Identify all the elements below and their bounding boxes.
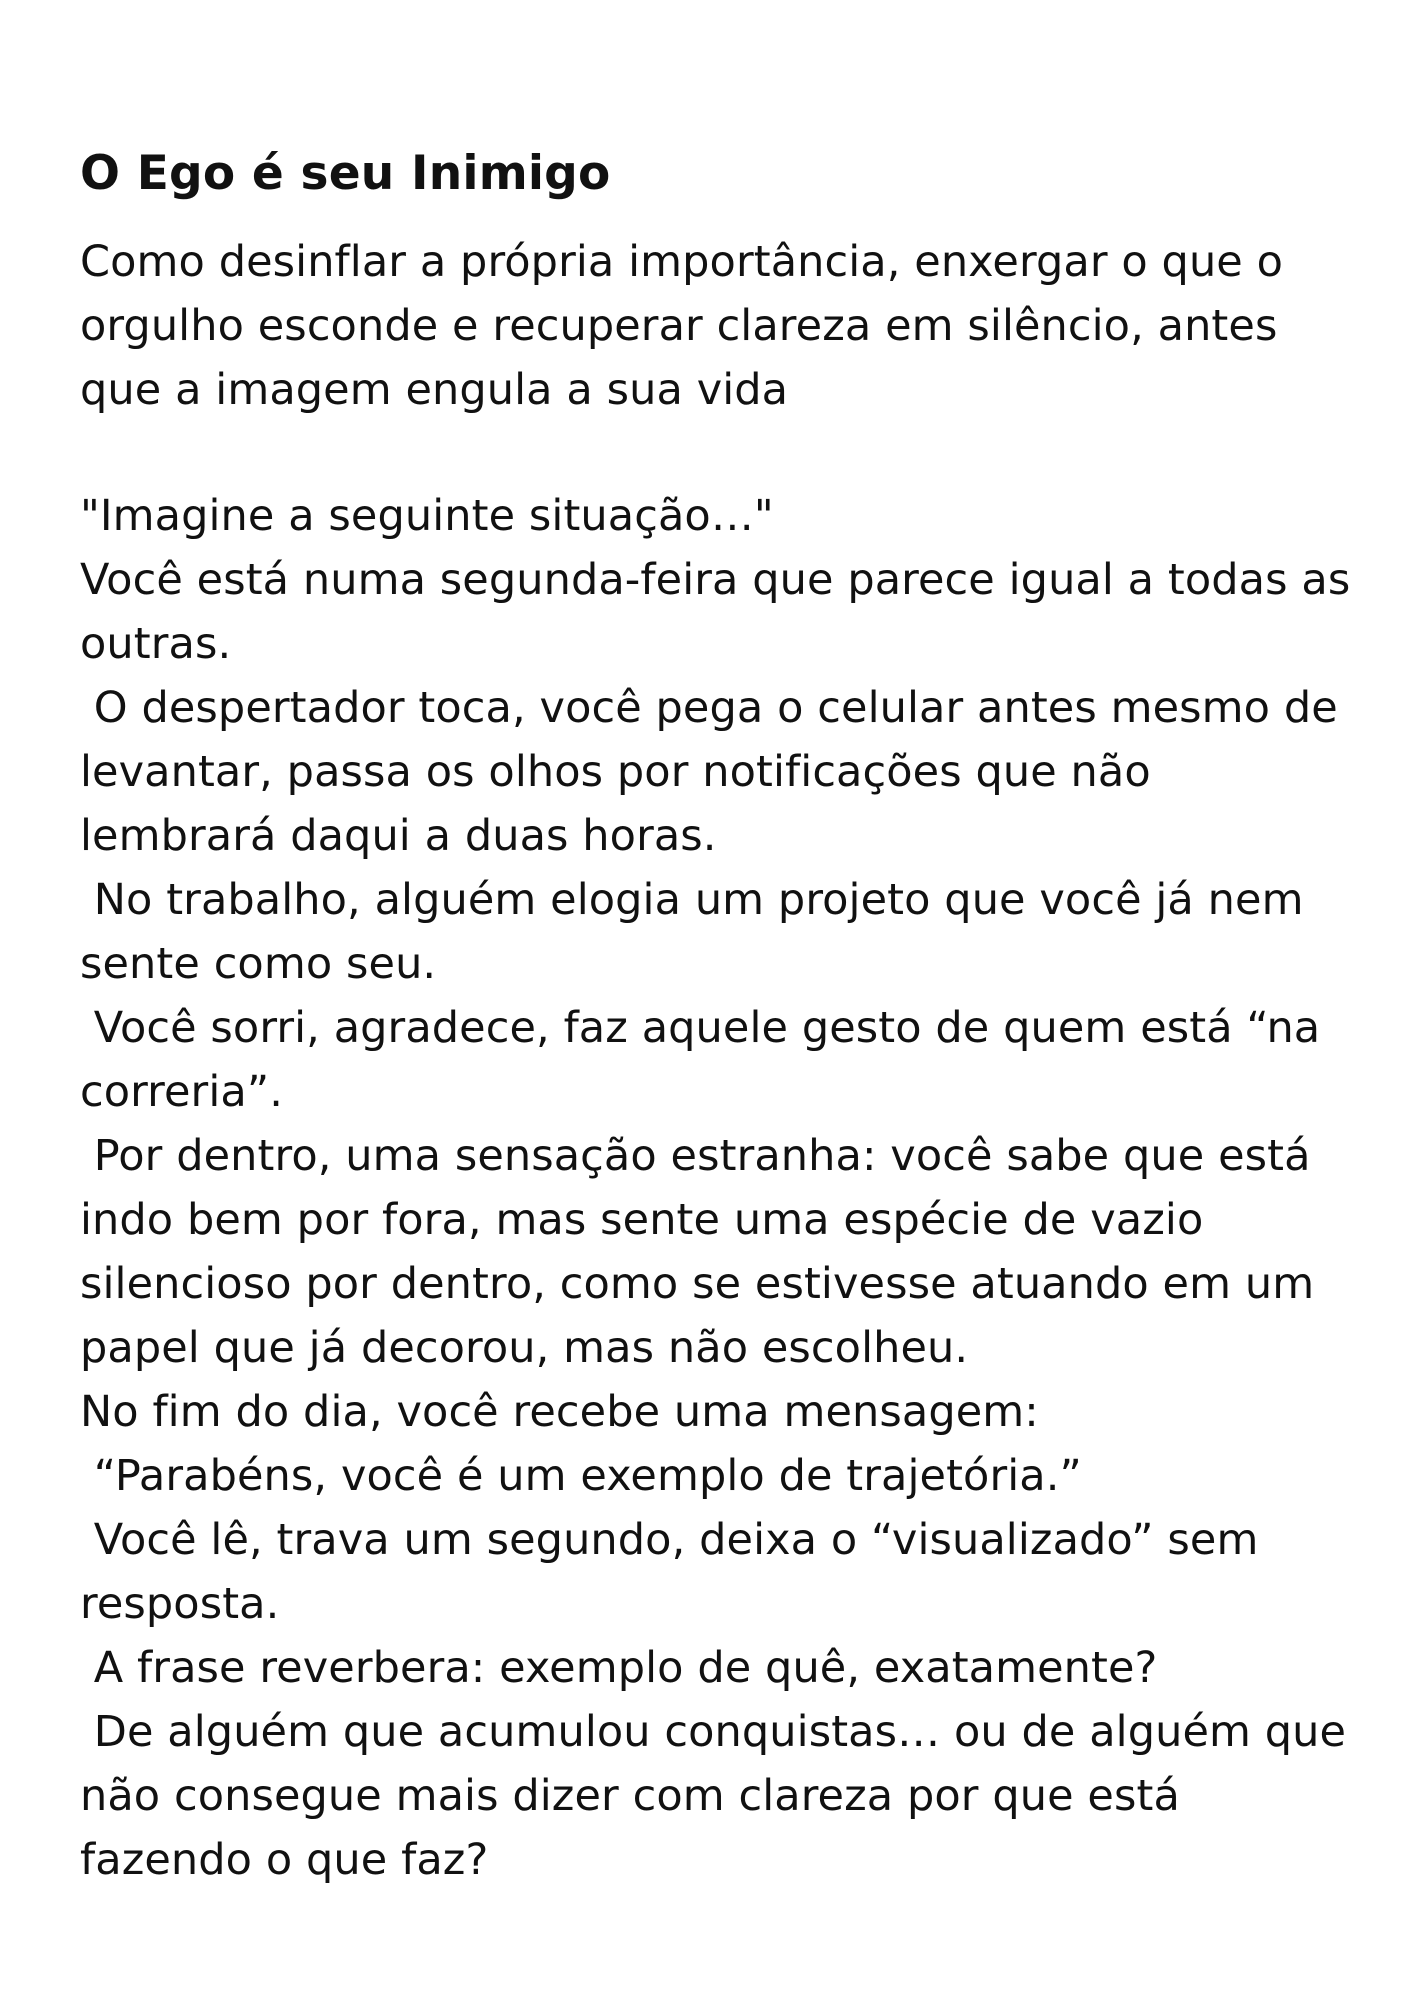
- body-line: não consegue mais dizer com clareza por que está: [80, 1771, 1180, 1821]
- body-line: “Parabéns, você é um exemplo de trajetória.”: [80, 1451, 1082, 1501]
- body-line: No trabalho, alguém elogia um projeto que você já nem: [80, 875, 1304, 925]
- body-line: Você está numa segunda-feira que parece igual a todas as: [80, 555, 1351, 605]
- subtitle-line: orgulho esconde e recuperar clareza em silêncio, antes: [80, 301, 1278, 351]
- document-body: [80, 484, 1360, 1892]
- body-line: papel que já decorou, mas não escolheu.: [80, 1323, 969, 1373]
- body-line: Você lê, trava um segundo, deixa o “visualizado” sem: [80, 1515, 1259, 1565]
- body-line: "Imagine a seguinte situação…": [80, 491, 774, 541]
- body-line: silencioso por dentro, como se estivesse atuando em um: [80, 1259, 1315, 1309]
- body-line: lembrará daqui a duas horas.: [80, 811, 717, 861]
- document-title: O Ego é seu Inimigo: [80, 146, 611, 201]
- body-line: resposta.: [80, 1579, 280, 1629]
- body-line: A frase reverbera: exemplo de quê, exatamente?: [80, 1643, 1158, 1693]
- body-line: levantar, passa os olhos por notificações que não: [80, 747, 1151, 797]
- subtitle-line: que a imagem engula a sua vida: [80, 365, 789, 415]
- body-line: No fim do dia, você recebe uma mensagem:: [80, 1387, 1039, 1437]
- subtitle-line: Como desinflar a própria importância, enxergar o que o: [80, 237, 1284, 287]
- body-line: Por dentro, uma sensação estranha: você sabe que está: [80, 1131, 1311, 1181]
- document-subtitle: [80, 230, 1360, 422]
- body-line: indo bem por fora, mas sente uma espécie de vazio: [80, 1195, 1204, 1245]
- body-line: correria”.: [80, 1067, 283, 1117]
- body-line: outras.: [80, 619, 232, 669]
- document-page: [80, 138, 1360, 1892]
- body-line: Você sorri, agradece, faz aquele gesto de quem está “na: [80, 1003, 1321, 1053]
- body-line: fazendo o que faz?: [80, 1835, 489, 1885]
- body-line: O despertador toca, você pega o celular antes mesmo de: [80, 683, 1338, 733]
- body-line: De alguém que acumulou conquistas… ou de alguém que: [80, 1707, 1347, 1757]
- body-line: sente como seu.: [80, 939, 437, 989]
